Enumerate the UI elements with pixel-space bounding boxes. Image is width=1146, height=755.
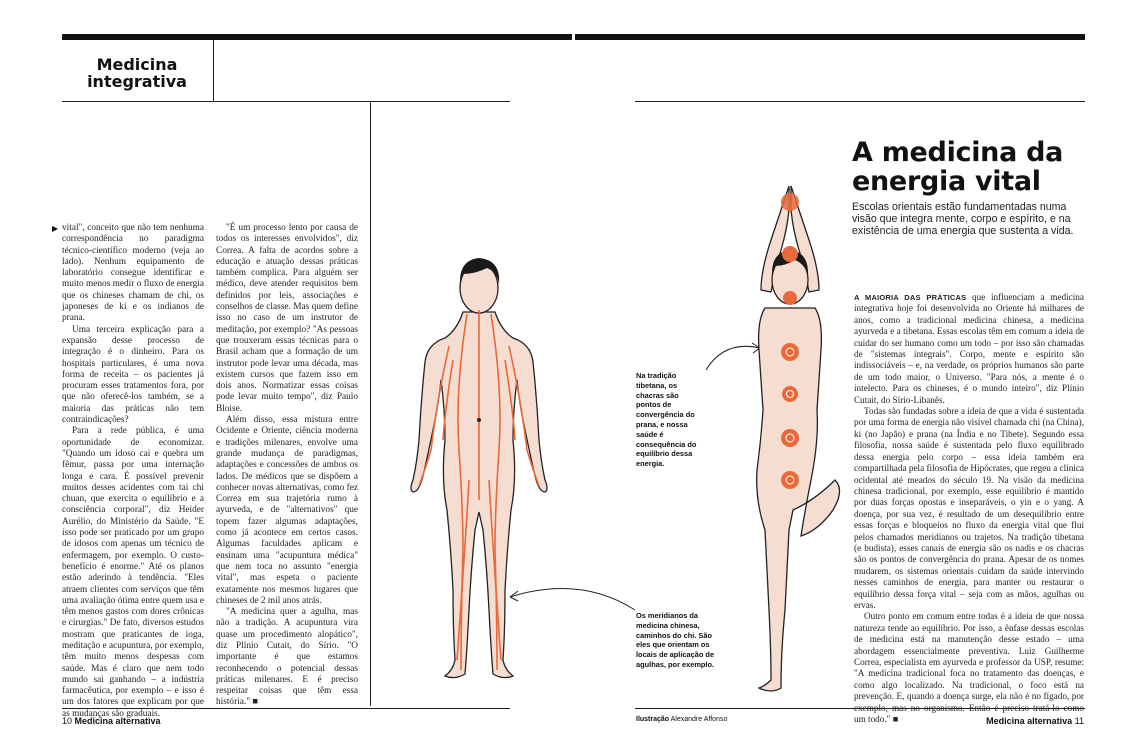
article-headline: A medicina da energia vital [852, 137, 1064, 197]
paragraph: Além disso, essa mistura entre Ocidente e Oriente, ciência moderna e tradições milenares, envolve uma grande mudança de paradigmas, adaptações e concessões de ambos os lados. De médicos que se dispõem a conhecer novas alternativas, como fez Correa em sua trajetória rumo à ayurveda, e de "alternativos" que topem fazer algumas adaptações, como já acontece em certos casos. Algumas faculdades aplicam e ensinam uma "acupuntura médica" que nem toca no assunto "energia vital", mas espeta o paciente exatamente nos mesmos lugares que chineses de 2 mil anos atrás. [216, 415, 358, 606]
paragraph: Todas são fundadas sobre a ideia de que a vida é sustentada por uma forma de energia não visível chamada chi (na China), ki (no Japão) e prana (na Índia e no Tibete). Segundo essa filosofia, nossa saúde é sustentada pelo fluxo equilibrado dessa energia pelo corpo – essa ideia também era compartilhada pela filosofia de Hipócrates, que regeu a clínica ocidental até meados do século 19. Na visão da medicina chinesa tradicional, por exemplo, esse equilíbrio é mantido por duas forças opostas e inseparáveis, o yin e o yang. A doença, por sua vez, é resultado de um desequilíbrio entre essas forças e bloqueios no fluxo da energia vital que flui pelos chamados meridianos ou trajetos. Na tradição tibetana (e budista), esses canais de energia são os nadis e os chacras são os pontos de convergência do prana. Apesar de os nomes mudarem, os sistemas orientais cuidam da saúde intervindo nesses caminhos de energia, para manter ou restaurar o equilíbrio dessa força vital – seja com as mãos, agulhas ou ervas. [854, 406, 1084, 610]
page-number: 10 [62, 716, 73, 726]
chakras-figure-illustration [715, 180, 865, 700]
article-deck: Escolas orientais estão fundamentadas numa visão que integra mente, corpo e espírito, e na existência de uma energia que sustenta a vida. [852, 201, 1074, 237]
paragraph: que influenciam a medicina integrativa hoje foi desenvolvida no Oriente há milhares de anos, como a tradicional medicina chinesa, a medicina ayurveda e a tibetana. Essas escolas têm em comum a ideia de cuidar do ser humano como um todo – por isso são chamadas de "sistemas integrais". Corpo, mente e espírito são indissociáveis – e, na verdade, os próprios humanos são parte de um todo maior, o Universo. "Para nós, a mente é o intelecto. Para os chineses, é o mundo inteiro", diz Plínio Cutait, do Sírio-Libanês. [854, 292, 1084, 405]
section-rule-left [62, 101, 510, 102]
section-title-line1: Medicina [96, 55, 178, 74]
top-rule-right [575, 34, 1085, 40]
paragraph: Para a rede pública, é uma oportunidade de economizar. "Quando um idoso cai e quebra um fêmur, passa por uma internação longa e cara. É possível prevenir muitos desses acidentes com tai chi chuan, que exercita o equilíbrio e a consciência corporal", diz Heider Aurélio, do Ministério da Saúde. "E isso pode ser praticado por um grupo de idosos com apenas um técnico de enfermagem, por exemplo. O custo-benefício é enorme." Até os planos estão aderindo à tendência. "Eles atraem clientes com serviços que têm uma avaliação ótima entre quem usa e têm menos gastos com dores crônicas e cirurgias." De fato, diversos estudos mostram que praticantes de ioga, meditação e acupuntura, por exemplo, têm muito menos despesas com saúde. Mas é claro que nem todo mundo sai ganhando – a indústria farmacêutica, por exemplo – e isso é um dos fatores que explicam por que as mudanças são graduais. [62, 426, 204, 719]
folio-title: Medicina alternativa [74, 716, 161, 726]
bottom-rule-right [635, 708, 1085, 709]
illustration-credit [636, 716, 727, 723]
paragraph: Uma terceira explicação para a expansão desse processo de integração é o dinheiro. Para os hospitais particulares, é uma nova forma de receita – os pacientes já procuram esses tratamentos fora, por que não oferecê-los também, se a maioria das práticas não tem contraindicações? [62, 324, 204, 426]
meridians-pointer-arrow-icon [500, 575, 640, 615]
continuation-arrow-icon: ▶ [52, 224, 59, 233]
credit-label: Ilustração [636, 716, 670, 723]
folio-title: Medicina alternativa [986, 716, 1073, 726]
bottom-rule-left [62, 708, 510, 709]
paragraph: Outro ponto em comum entre todas é a ideia de que nossa natureza tende ao equilíbrio. Por isso, a ênfase dessas escolas de medicina está na manutenção desse estado – uma abordagem essencialmente preventiva. Luiz Guilherme Correa, especialista em ayurveda e professor da USP, resume: "A medicina tradicional foca no tratamento das doenças, e como algo localizado. Na tradicional, o foco está na prevenção. E, quando a doença surge, ela não é no fígado, por um todo." ■ [854, 611, 1084, 725]
paragraph: "É um processo lento por causa de todos os interesses envolvidos", diz Correa. A falta de acordos sobre a educação e atuação dessas práticas também complica. Para alguém ser médico, deve atender requisitos bem definidos por leis, associações e conselhos de classe. Mas quem define isso no caso de um instrutor de meditação, por exemplo? "As pessoas que trouxeram essas técnicas para o Brasil acham que a formação de um instrutor pode levar uma década, mas existem cursos que fazem isso em dois anos. Normatizar essas coisas pode levar muito tempo", diz Paulo Bloise. [216, 223, 358, 414]
paragraph: vital", conceito que não tem nenhuma correspondência no paradigma técnico-científico moderno (veja ao lado). Nenhum equipamento de laboratório consegue identificar e muito menos medir o fluxo de energia que os chineses chamam de chi, os japoneses de ki e os indianos de prana. [62, 223, 204, 324]
section-divider [213, 40, 214, 102]
meridians-figure-illustration [405, 250, 555, 690]
section-rule-right [635, 101, 1085, 102]
section-title [62, 56, 212, 90]
body-column-2 [216, 223, 358, 709]
top-rule-left [62, 34, 572, 40]
caption-meridians: Os meridianos da medicina chinesa, caminhos do chi. São eles que orientam os locais de aplicação de agulhas, por exemplo. [636, 611, 715, 669]
section-title-line2: integrativa [87, 72, 187, 91]
credit-name: Alexandre Affonso [670, 716, 728, 723]
caption-chakras: Na tradição tibetana, os chacras são pontos de convergência do prana, e nossa saúde é consequência do equilíbrio dessa energia. [636, 371, 697, 469]
kicker: A MAIORIA DAS PRÁTICAS [854, 293, 967, 302]
body-column-1 [62, 223, 204, 720]
folio-left [62, 716, 161, 726]
column-divider [370, 101, 371, 706]
body-column-right [854, 292, 1084, 725]
page-number: 11 [1074, 716, 1084, 726]
paragraph: "A medicina quer a agulha, mas não a tradição. A acupuntura vira quase um procedimento alopático", diz Plínio Cutait, do Sírio. "O importante é que estamos reconhecendo o potencial dessas práticas milenares. E é preciso respeitar coisas que têm essa história." ■ [216, 607, 358, 708]
folio-right [986, 716, 1084, 726]
